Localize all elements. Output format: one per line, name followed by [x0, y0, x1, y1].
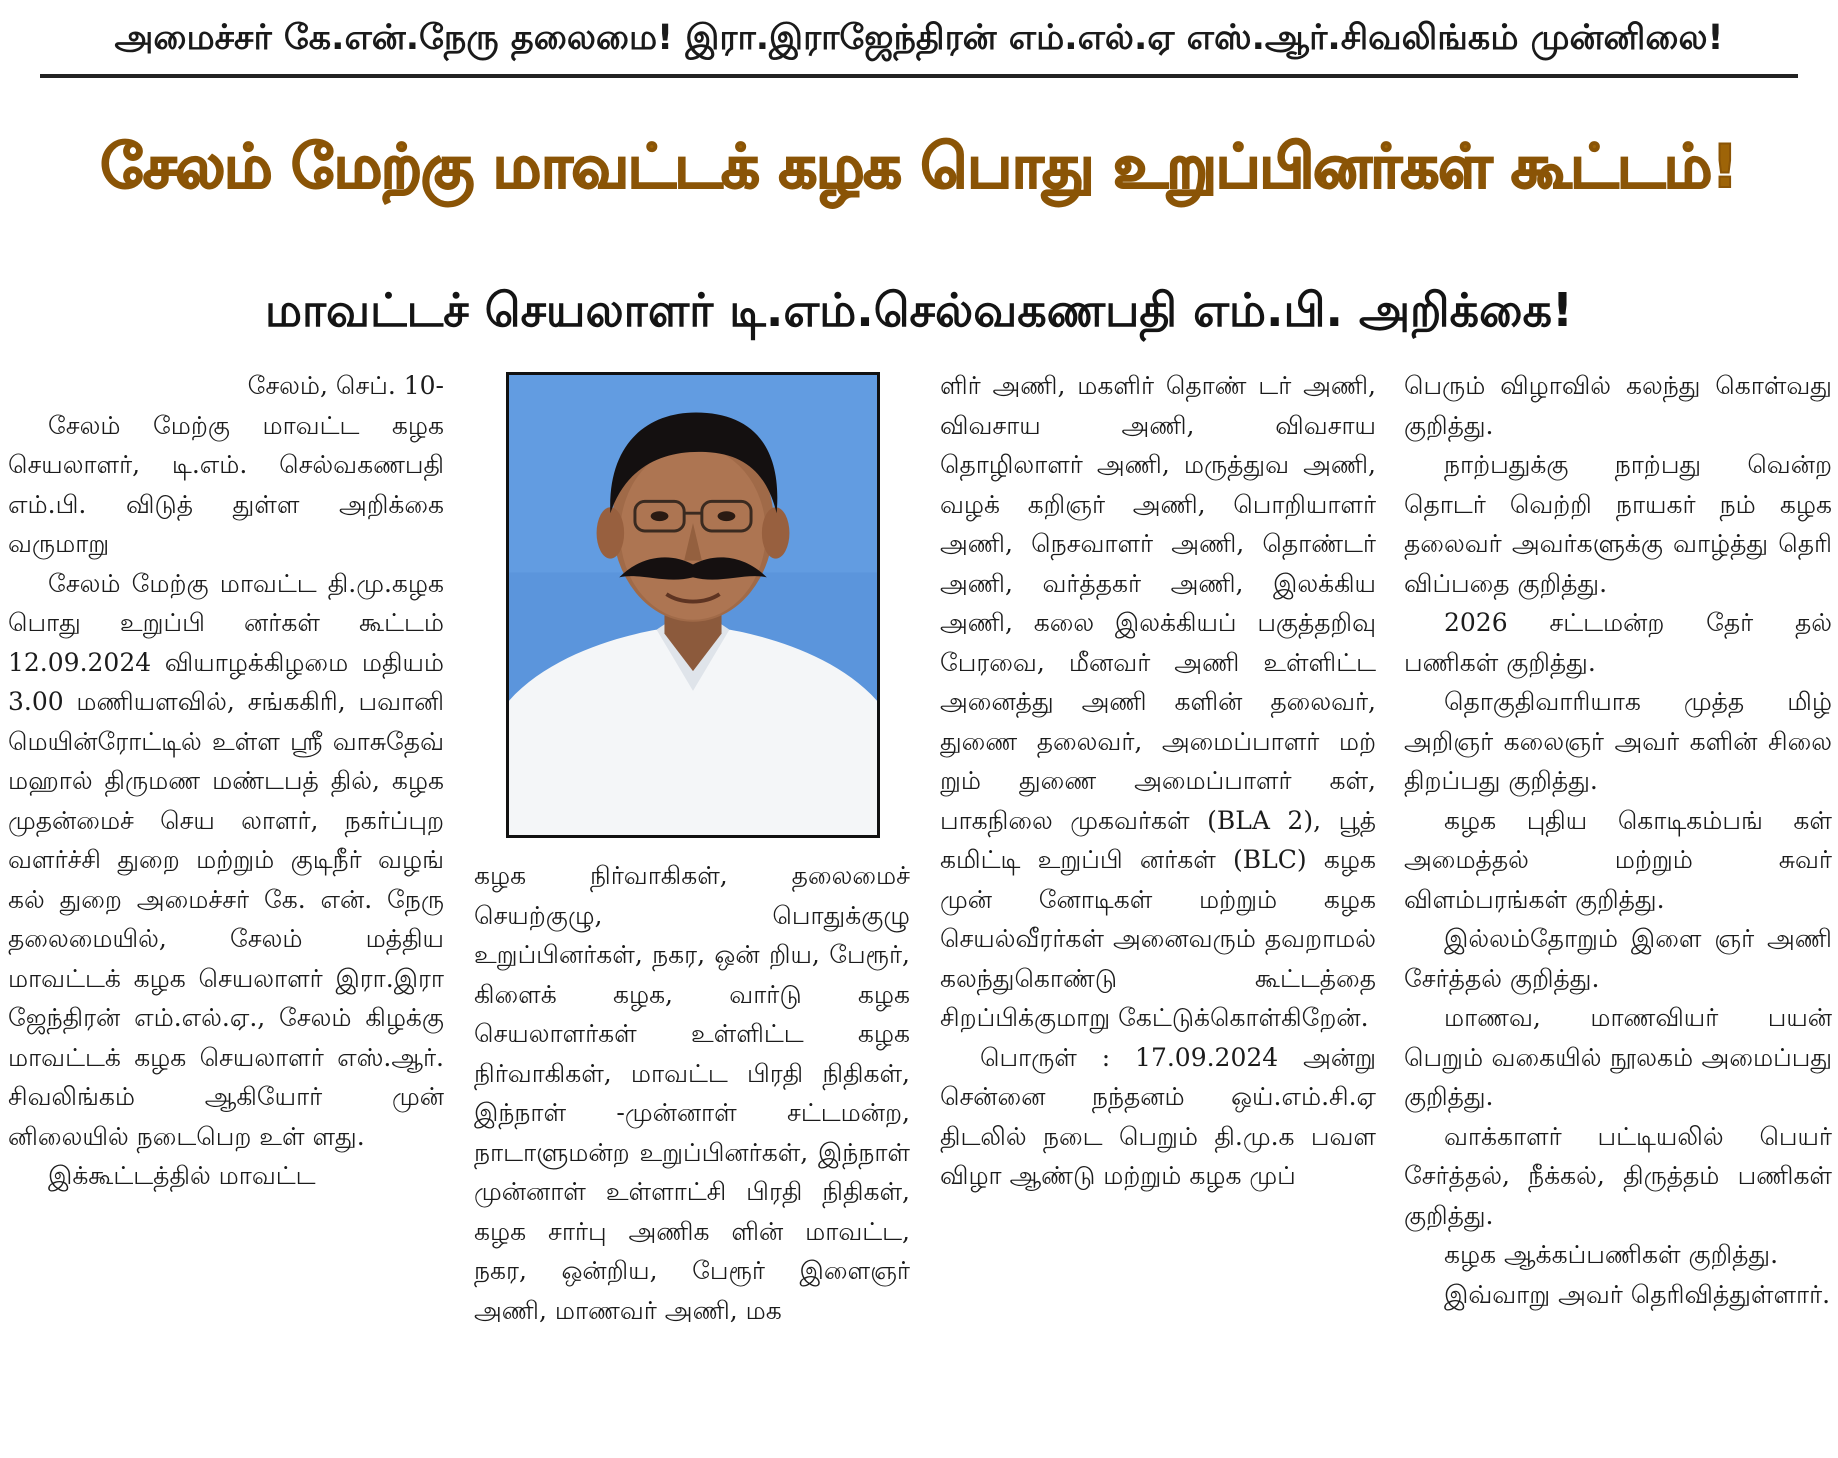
paragraph: பெரும் விழாவில் கலந்து கொள்வது குறித்து.: [1404, 371, 1832, 440]
paragraph: மாணவ, மாணவியர் பயன் பெறும் வகையில் நூலகம் அமைப்பது குறித்து.: [1404, 1003, 1832, 1111]
article-column-3: [940, 366, 1376, 1452]
main-headline: சேலம் மேற்கு மாவட்டக் கழக பொது உறுப்பினர்கள் கூட்டம்!: [100, 132, 1738, 202]
sub-headline: மாவட்டச் செயலாளர் டி.எம்.செல்வகணபதி எம்.பி. அறிக்கை!: [265, 282, 1573, 337]
paragraph: இல்லம்தோறும் இளை ஞர் அணி சேர்த்தல் குறித்து.: [1404, 924, 1832, 993]
paragraph: பொருள் : 17.09.2024 அன்று சென்னை நந்தனம் ஒய்.எம்.சி.ஏ திடலில் நடை பெறும் தி.மு.க பவள விழா ஆண்டு மற்றும் கழக முப்: [940, 1042, 1376, 1190]
article-column-4: [1404, 366, 1832, 1452]
dateline: சேலம், செப். 10-: [247, 371, 444, 400]
portrait-photo: [506, 372, 880, 838]
paragraph: கழக நிர்வாகிகள், தலைமைச் செயற்குழு, பொதுக்குழு உறுப்பினர்கள், நகர, ஒன் றிய, பேரூர், கிளைக் கழக, வார்டு கழக செயலாளர்கள் உள்ளிட்ட கழக நிர்வாகிகள், மாவட்ட பிரதி நிதிகள், இந்நாள் -முன்னாள் சட்டமன்ற, நாடாளுமன்ற உறுப்பினர்கள், இந்நாள் முன்னாள் உள்ளாட்சி பிரதி நிதிகள், கழக சார்பு அணிக ளின் மாவட்ட, நகர, ஒன்றிய, பேரூர் இளைஞர் அணி, மாணவர் அணி, மக: [474, 861, 910, 1325]
paragraph: தொகுதிவாரியாக முத்த மிழ் அறிஞர் கலைஞர் அவர் களின் சிலை திறப்பது குறித்து.: [1404, 687, 1832, 795]
article-column-1: [8, 366, 444, 1452]
paragraph: சேலம் மேற்கு மாவட்ட கழக செயலாளர், டி.எம். செல்வகணபதி எம்.பி. விடுத் துள்ள அறிக்கை வருமாறு: [8, 410, 444, 558]
paragraph: வாக்காளர் பட்டியலில் பெயர் சேர்த்தல், நீக்கல், திருத்தம் பணிகள் குறித்து.: [1404, 1121, 1832, 1230]
paragraph: இவ்வாறு அவர் தெரிவித்துள்ளார்.: [1444, 1279, 1831, 1309]
kicker-line: அமைச்சர் கே.என்.நேரு தலைமை! இரா.இராஜேந்திரன் எம்.எல்.ஏ எஸ்.ஆர்.சிவலிங்கம் முன்னிலை!: [40, 6, 1798, 78]
paragraph: கழக ஆக்கப்பணிகள் குறித்து.: [1444, 1240, 1779, 1269]
paragraph: இக்கூட்டத்தில் மாவட்ட: [48, 1161, 316, 1190]
paragraph: நாற்பதுக்கு நாற்பது வென்ற தொடர் வெற்றி நாயகர் நம் கழக தலைவர் அவர்களுக்கு வாழ்த்து தெரி விப்பதை குறித்து.: [1404, 450, 1832, 598]
article-column-2: [474, 856, 910, 1452]
paragraph: சேலம் மேற்கு மாவட்ட தி.மு.கழக பொது உறுப்பி னர்கள் கூட்டம் 12.09.2024 வியாழக்கிழமை மதியம் 3.00 மணியளவில், சங்ககிரி, பவானி மெயின்ரோட்டில் உள்ள ஸ்ரீ வாசுதேவ் மஹால் திருமண மண்டபத் தில், கழக முதன்மைச் செய லாளர், நகர்ப்புற வளர்ச்சி துறை மற்றும் குடிநீர் வழங் கல் துறை அமைச்சர் கே. என். நேரு தலைமையில், சேலம் மத்திய மாவட்டக் கழக செயலாளர் இரா.இரா ஜேந்திரன் எம்.எல்.ஏ., சேலம் கிழக்கு மாவட்டக் கழக செயலாளர் எஸ்.ஆர். சிவலிங்கம் ஆகியோர் முன் னிலையில் நடைபெற உள் ளது.: [8, 568, 444, 1151]
paragraph: 2026 சட்டமன்ற தேர் தல் பணிகள் குறித்து.: [1404, 608, 1832, 677]
paragraph: ளிர் அணி, மகளிர் தொண் டர் அணி, விவசாய அணி, விவசாய தொழிலாளர் அணி, மருத்துவ அணி, வழக் கறிஞர் அணி, பொறியாளர் அணி, நெசவாளர் அணி, தொண்டர் அணி, வர்த்தகர் அணி, இலக்கிய அணி, கலை இலக்கியப் பகுத்தறிவு பேரவை, மீனவர் அணி உள்ளிட்ட அனைத்து அணி களின் தலைவர், துணை தலைவர், அமைப்பாளர் மற் றும் துணை அமைப்பாளர் கள், பாகநிலை முகவர்கள் (BLA 2), பூத் கமிட்டி உறுப்பி னர்கள் (BLC) கழக முன் னோடிகள் மற்றும் கழக செயல்வீரர்கள் அனைவரும் தவறாமல் கலந்துகொண்டு கூட்டத்தை சிறப்பிக்குமாறு கேட்டுக்கொள்கிறேன்.: [940, 371, 1376, 1032]
portrait-photo-icon: [509, 375, 877, 835]
paragraph: கழக புதிய கொடிகம்பங் கள் அமைத்தல் மற்றும் சுவர் விளம்பரங்கள் குறித்து.: [1404, 805, 1832, 914]
